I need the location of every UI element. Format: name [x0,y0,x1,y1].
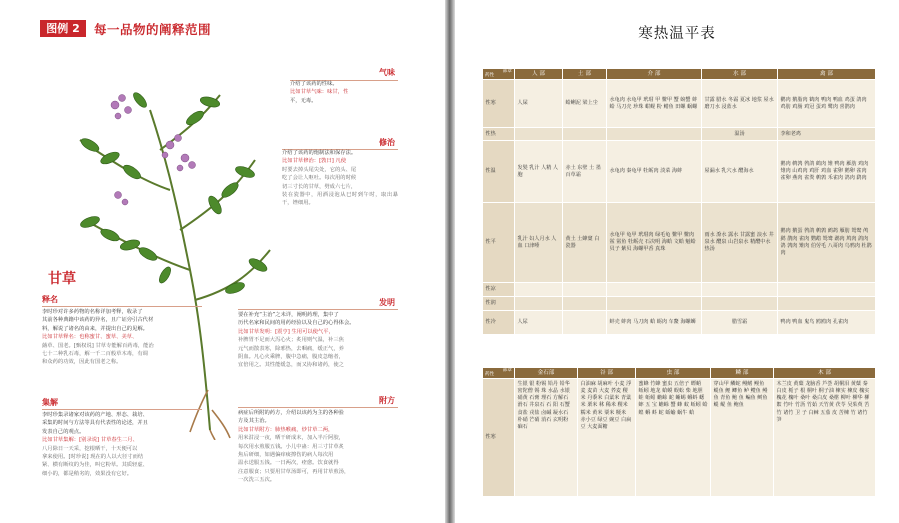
cold-heat-table-1 [482,68,876,335]
table-cell: 黄土 土蜂窠 白瓷器 [563,203,607,283]
table-cell: 屋漏水 乳穴水 醴海水 [702,141,778,203]
table-cell [702,283,778,297]
row-label: 性寒 [483,80,515,128]
row-label: 性寒 [483,379,515,497]
column-header: 鳞 部 [711,368,774,379]
section-rule [238,309,398,310]
table-cell: 甘露 腊水 冬霜 夏冰 地浆 屋水 磨刀水 浸蓝水 [702,80,778,128]
table-row [483,297,876,311]
table-cell: 蜜蜂 竹蜂 蜜虫 五倍子 螵蛸 蚯蚓 地龙 蛤蟆 蜈蚣 柴 地胆 蛙 蚯蚓 蟾蜍 蛇 蜥蜴 蝌蚪 蟋蟀 五 宝 蟾蜍 蟹 蜂 蚁 蚯蚓 蛤 蝗 蝌 蚪 蛇 蛞蝓 蜗牛 蛤 [636,379,711,497]
table-row [483,128,876,141]
figure-title: 每一品物的阐释范围 [94,22,212,37]
table-row [483,80,876,128]
table-cell: 蛤蜊泥 梁上尘 [563,80,607,128]
table-cell: 鹳肉 鹅脂肉 鹤肉 鸭肉 鸭血 鸡蛋 鸽肉 鸡肪 鸡肠 鸡冠 蛋鸡 鹭肉 喜鹊肉 [778,80,876,128]
column-header: 谷 部 [578,368,636,379]
row-label: 性平 [483,203,515,283]
section-body-fufang: 病症后所附的药方，介绍以该药为主的各种验 方及其主治。 比如甘草附方：肺热喉痛，炒甘草二两， 用米泔浸一夜，晒干研成末，加入半斤阿胶， 每次用水煎服五钱。小儿中蛊：用三寸甘草炙 焦后研细，如遇偏痒痰擦伤的病人每次用 温水送服五钱。一日两次，痊愈。饮食就得 注意服食；只要用甘草汤即可，再用甘草煎汤， 一次洗三五次。 [238,410,350,484]
section-rule [238,407,398,408]
section-rule [42,409,202,410]
table-cell: 腊雪霜 [702,311,778,335]
table-cell [563,311,607,335]
table-cell [778,283,876,297]
table-cell: 蚌壳 蚌肉 马刀肉 蛤 蛎肉 车鳌 海螺蛳 [607,311,702,335]
section-body-jijie: 李时珍集录诸家对该药的产地、形态、栽培、 采集的时间与方法等具有代表性的论述，并且 发表自己的观点。 比如甘草集解：[别录说] 甘草春生二月、 八月除日一天采，挖根晒干，十天便可以 拿来使用。[时珍说] 现在的人以大径寸而结 紧、横有断纹的为佳，叫它粉草。其质轻虚、 细小的，都是稍劣的，效果没有它好。 [42,412,148,477]
column-header: 人 部 [515,69,563,80]
row-label: 性冷 [483,311,515,335]
book-gutter [445,0,455,523]
section-label-qiwei: 气味 [379,68,395,77]
column-header: 禽 部 [778,69,876,80]
section-rule [42,306,202,307]
table-cell: 水龟甲 龟甲 玳瑁肉 绿毛龟 鳖甲 鳖肉 鲎 鲎鱼 牡蛎壳 石决明 海蛤 文蛤 魁蛤 贝子 紫贝 海螺甲香 真珠 [607,203,702,283]
table-corner: 部章 药性 [483,368,515,379]
table-cell: 鸭肉 鸭血 鬼鸟 鸥鸥肉 孔雀肉 [778,311,876,335]
section-label-xiuzhi: 修治 [379,138,395,147]
table-row [483,379,876,497]
column-header: 木 部 [774,368,876,379]
section-label-faming: 发明 [379,298,395,307]
figure-tag: 图例 2 [40,20,86,37]
table-cell: 鹅肉 鹌鹑 鹁鸽 鹤肉 雉 鸭肉 雁肪 鸡肉 雉肉 山鸡肉 鸡肝 鸡血 雀卵 鹅卵 雀肉 雀卵 燕肉 雀粪 鹌鹑 禾雀肉 鸽肉 鹞肉 [778,141,876,203]
table-cell: 李和老鸡 [778,128,876,141]
table-row [483,311,876,335]
section-body-faming: 要在补充“主治”之未详，阐明药理，集中了 历代名家和民间的用药经验以及自己的心得体会。 比如甘草发明：[震亨] 生用可以使气平， 补脾胃不足而大泻心火；炙用则气温，补三焦 元气而散表寒，除邪热，去咽痛，缓正气，养 阴血。凡心火乘脾，腹中急痛，腹皮急缩者， 宜倍用之。其性能缓急，而又协和诸药，使之 [238,312,355,369]
table-cell [607,297,702,311]
table-cell: 发髪 乳汁 人精 人胞 [515,141,563,203]
table-cell [515,128,563,141]
row-label: 性凉 [483,283,515,297]
table-cell: 乳汁 妇人月水 人血 口津唾 [515,203,563,283]
licorice-plant-illustration [30,40,285,440]
table-cell [563,128,607,141]
table-cell: 生银 银 粉锡 铅丹 铅华 密陀僧 锡 珠 水晶 水银 硝黄 石膏 理石 方解石 滑石 井泉石 石 阳 石蟹 食盐 戎盐 卤碱 凝水石 朴硝 芒硝 消石 玄明粉 硇石 [515,379,578,497]
right-page [455,0,899,523]
section-label-jijie: 集解 [42,398,58,407]
table-cell [607,128,702,141]
row-label: 性温 [483,141,515,203]
row-label: 性热 [483,128,515,141]
table-cell: 雨水 潦水 露水 甘露蜜 浪水 井泉水 醴泉 山岩泉水 精醴中水 热汤 [702,203,778,283]
row-label: 性润 [483,297,515,311]
table-cell: 赤土 东壁 土 墨 百草霜 [563,141,607,203]
table-cell: 温汤 [702,128,778,141]
column-header: 土 部 [563,69,607,80]
section-body-xiuzhi: 介绍了该药的炮制法和保存法。 比如甘草修治：[敩曰] 凡使 时要去掉头尾尖处，它的头、尾 吃了会让人呕吐。每次用的时候 切三寸长的甘草，劈成六七片， 装在瓷器中，用酒浸泡从巳时到午时，取出暴干，锉细用。 [282,150,398,207]
table-cell [563,297,607,311]
table-row [483,283,876,297]
table-cell [563,283,607,297]
table-cell: 人屎 [515,80,563,128]
table-cell [607,283,702,297]
column-header: 金石部 [515,368,578,379]
herb-title: 甘草 [48,271,76,287]
table-cell [515,283,563,297]
table-cell [515,297,563,311]
table-cell: 穿山甲 鳞蛇 鳗鳝 鳗鱼 鳀鱼 鲤 鲫鱼 鲈 鳢鱼 鳗鱼 青鱼 鲍 鱼 鳊鱼 鲥鱼 鳀 鳀 鱼 鲍鱼 [711,379,774,497]
section-label-shiming: 释名 [42,295,58,304]
table-page-title: 寒热温平表 [638,26,716,42]
column-header: 虫 部 [636,368,711,379]
table-cell: 水龟肉 秦龟甲 牡蛎肉 淡菜 海蚌 [607,141,702,203]
table-cell: 水龟肉 水龟甲 玳瑁 甲 鳖甲 蟹 螃蟹 蚌 蛤 马刀壳 珍珠 蚶蚬 粉 鳝鱼 田螺 蜗螺 [607,80,702,128]
table-cell: 鹅肉 鹅蛋 鹁鸽 鹌鹑 鹧鸪 雁肪 鸳鸯 鸬鹚 鹊肉 雀肉 鹦鹉 鸳鸯 鹬肉 鸠肉 鸽肉 鸽 鹑肉 雉肉 伯劳毛 八哥肉 乌鸦肉 杜鹃肉 [778,203,876,283]
section-body-shiming: 李时珍对许多药物的名称详加考释，收录了 其前各种典籍中该药的异名，且广证旁引古代材 料，解说了诸名的由来，并提出自己的见解。 比如甘草释名：也称蜜甘、蜜草、美草、 蕗草、国老。[甄权说] 甘草专能解百药毒，能治 七十二种乳石毒，解一千二百般草木毒，有调 和众药的功效，因此有国老之称。 [42,309,154,366]
column-header: 介 部 [607,69,702,80]
column-header: 水 部 [702,69,778,80]
table-row [483,141,876,203]
section-label-fufang: 附方 [379,396,395,405]
table-cell: 白油麻 胡麻叶 小麦 浮麦 麦苗 大麦 荞麦 稷米 丹黍米 白粱米 青粱 米 栗米 秫 稀米 稷米 糯米 黄米 粟米 粳米 赤小豆 绿豆 豌豆 白扁豆 大麦面糖 [578,379,636,497]
cold-heat-table-2 [482,367,876,497]
table-row [483,203,876,283]
section-body-qiwei: 介绍了该药的性味。 比如甘草气味：味甘，性 平，无毒。 [290,81,349,104]
table-cell: 木兰皮 黄蘖 龙脑香 芦荟 胡桐泪 黄蘖 秦白皮 栀子 根 桐叶 桐子油 楝实 楝皮 槐实 槐花 槐叶 桑叶 桑白皮 桑椹 柳叶 柳华 柳絮 竹叶 竹沥 竹茹 天竹黄 茯苓 吴茱萸 苦竹 诸竹 卫 子 白棘 五茄 皮 苦楝 竹 诸竹 笋 [774,379,876,497]
table-cell: 人尿 [515,311,563,335]
table-cell [702,297,778,311]
left-page [0,0,445,523]
table-cell [778,297,876,311]
table-corner: 部章 药性 [483,69,515,80]
